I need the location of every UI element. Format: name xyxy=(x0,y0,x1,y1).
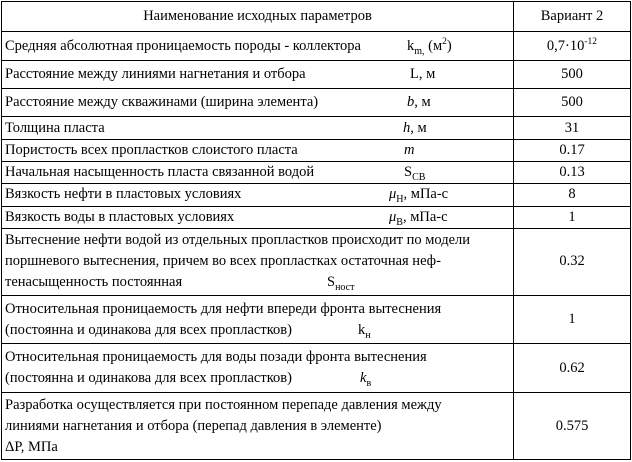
param-value: 500 xyxy=(514,60,631,88)
param-text: Средняя абсолютная проницаемость породы - коллектора xyxy=(5,37,361,54)
param-thickness xyxy=(2,117,514,139)
param-unit: $k_в$ xyxy=(360,370,372,390)
param-residual-oil xyxy=(2,228,514,295)
param-text: Расстояние между линиями нагнетания и отбора xyxy=(5,65,306,82)
param-text-line: Вытеснение нефти водой из отдельных пропластков происходит по модели xyxy=(5,232,471,249)
param-value: 500 xyxy=(514,89,631,117)
param-unit: $k_{m,}$ $(м^2)$ xyxy=(407,36,452,57)
parameters-table xyxy=(1,1,631,460)
param-unit: L, м xyxy=(410,65,436,82)
param-value: 1 xyxy=(514,206,631,228)
param-text-line: линиями нагнетания и отбора (перепад давления в элементе) xyxy=(5,417,382,434)
param-text-line: Относительная проницаемость для нефти впереди фронта вытеснения xyxy=(5,300,442,317)
table-row xyxy=(2,89,631,117)
param-text-line: Разработка осуществляется при постоянном перепаде давления между xyxy=(5,396,442,413)
table-row xyxy=(2,32,631,60)
table-row xyxy=(2,295,631,344)
param-water-rel-permeability xyxy=(2,344,514,393)
param-unit: m xyxy=(404,141,415,158)
table-row xyxy=(2,184,631,206)
param-text-line: (постоянна и одинакова для всех пропластков) $k_н$ xyxy=(5,321,371,341)
table-row xyxy=(2,393,631,460)
table-row xyxy=(2,206,631,228)
param-unit: $\mu_Н$, мПа-с xyxy=(389,186,449,206)
table-row xyxy=(2,228,631,295)
param-text: Толщина пласта xyxy=(5,119,105,136)
param-value: 0.32 xyxy=(514,228,631,295)
header-param-column: Наименование исходных параметров xyxy=(2,2,514,32)
param-text: Расстояние между скважинами (ширина элемента) xyxy=(5,94,319,111)
table-row xyxy=(2,162,631,184)
param-water-saturation xyxy=(2,162,514,184)
param-value: 0.575 xyxy=(514,393,631,460)
param-unit: $S_{CB}$ xyxy=(404,164,426,184)
param-value: 8 xyxy=(514,184,631,206)
param-unit: $k_н$ xyxy=(358,321,371,341)
param-value: 0.17 xyxy=(514,139,631,161)
param-text-line: тенасыщенность постоянная $S_{ност}$ xyxy=(5,274,355,294)
param-oil-viscosity xyxy=(2,184,514,206)
param-unit: h, м xyxy=(403,119,427,136)
param-text: Вязкость нефти в пластовых условиях xyxy=(5,186,242,203)
param-value: 31 xyxy=(514,117,631,139)
table-header-row xyxy=(2,2,631,32)
table-row xyxy=(2,139,631,161)
param-pressure-drop xyxy=(2,393,514,460)
param-value: 0.62 xyxy=(514,344,631,393)
param-text: Вязкость воды в пластовых условиях xyxy=(5,208,235,225)
param-text: Начальная насыщенность пласта связанной водой xyxy=(5,164,315,181)
param-text-line: (постоянна и одинакова для всех пропластков) $k_в$ xyxy=(5,370,372,390)
table-row xyxy=(2,117,631,139)
param-distance-wells xyxy=(2,89,514,117)
param-unit: $\mu_В$, мПа-с xyxy=(389,208,448,228)
param-unit: b, м xyxy=(407,94,431,111)
param-text-line: поршневого вытеснения, причем во всех пропластках остаточная неф- xyxy=(5,253,441,270)
param-text-line: ΔP, МПа xyxy=(5,438,58,455)
param-text: Пористость всех пропластков слоистого пласта xyxy=(5,141,298,158)
param-text-line: Относительная проницаемость для воды позади фронта вытеснения xyxy=(5,349,427,366)
header-variant-column: Вариант 2 xyxy=(514,2,631,32)
table-row xyxy=(2,60,631,88)
param-water-viscosity xyxy=(2,206,514,228)
param-value: 1 xyxy=(514,295,631,344)
param-value: $0,7\cdot 10^{-12}$ xyxy=(514,32,631,60)
param-distance-lines xyxy=(2,60,514,88)
param-value: 0.13 xyxy=(514,162,631,184)
param-porosity xyxy=(2,139,514,161)
table-row xyxy=(2,344,631,393)
param-permeability xyxy=(2,32,514,60)
param-oil-rel-permeability xyxy=(2,295,514,344)
param-unit: $S_{ност}$ xyxy=(327,274,355,294)
